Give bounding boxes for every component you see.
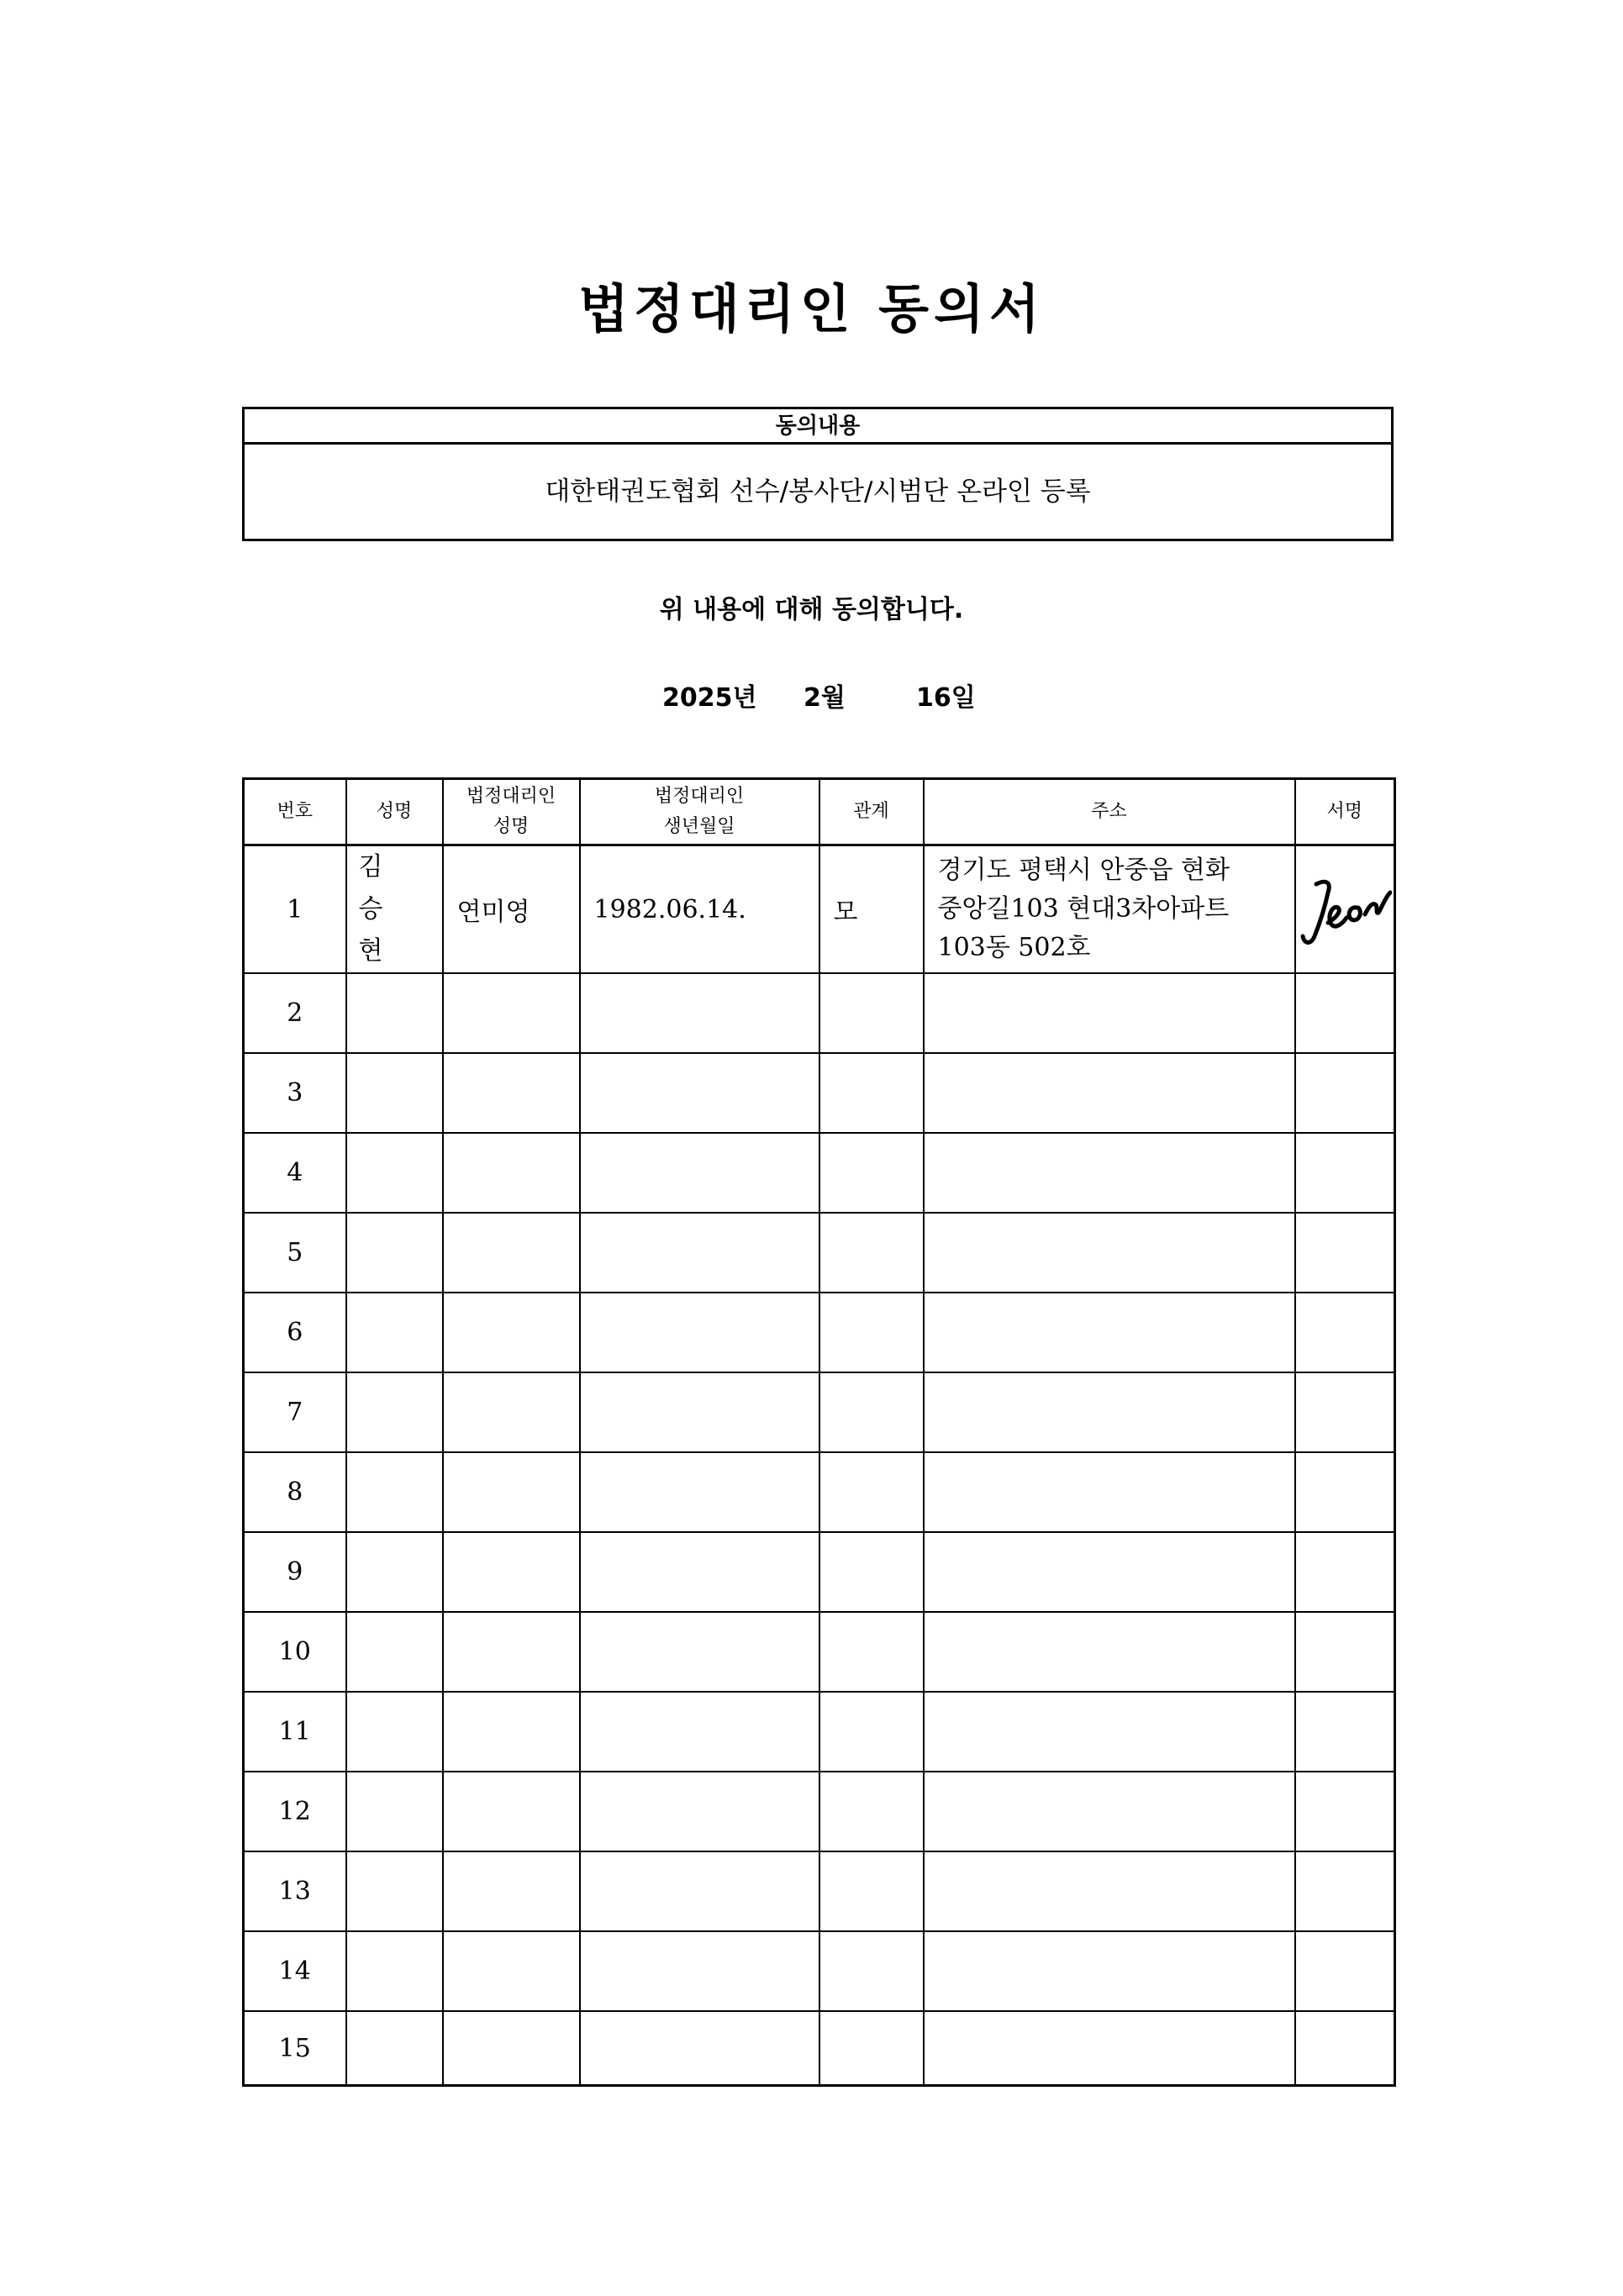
cell-address [924, 1213, 1295, 1293]
cell-rep-birth [580, 1293, 819, 1372]
cell-address [924, 1692, 1295, 1772]
cell-number: 8 [244, 1452, 346, 1532]
cell-signature [1295, 1532, 1395, 1612]
cell-relation [819, 1692, 924, 1772]
header-rep-birth-line2: 생년월일 [663, 816, 735, 837]
cell-rep-name [443, 1133, 580, 1213]
header-signature: 서명 [1295, 779, 1395, 845]
table-row [244, 973, 1395, 1053]
cell-signature [1295, 973, 1395, 1053]
document-title: 법정대리인 동의서 [578, 278, 1045, 340]
cell-name [346, 1851, 443, 1931]
cell-signature [1295, 1293, 1395, 1372]
cell-number: 2 [244, 973, 346, 1053]
table-row [244, 1772, 1395, 1851]
table-row [244, 2011, 1395, 2086]
cell-relation [819, 973, 924, 1053]
cell-address [924, 973, 1295, 1053]
cell-name: 김 승 현 [346, 845, 443, 974]
table-row [244, 1532, 1395, 1612]
date-year: 2025년 [662, 683, 757, 713]
cell-signature [1295, 1851, 1395, 1931]
cell-number: 11 [244, 1692, 346, 1772]
cell-rep-name [443, 1293, 580, 1372]
cell-address [924, 1772, 1295, 1851]
table-row [244, 1293, 1395, 1372]
cell-relation [819, 1452, 924, 1532]
date-day: 16일 [916, 683, 976, 713]
table-row [244, 1692, 1395, 1772]
cell-rep-name [443, 973, 580, 1053]
cell-rep-name: 연미영 [443, 845, 580, 974]
cell-name [346, 1053, 443, 1133]
cell-rep-name [443, 2011, 580, 2086]
cell-name [346, 1452, 443, 1532]
cell-rep-birth [580, 2011, 819, 2086]
cell-name [346, 1133, 443, 1213]
cell-relation [819, 1931, 924, 2011]
date-month: 2월 [804, 683, 846, 713]
cell-address [924, 1372, 1295, 1452]
cell-name [346, 1293, 443, 1372]
cell-signature [1295, 1612, 1395, 1692]
cell-signature [1295, 1133, 1395, 1213]
cell-signature [1295, 1692, 1395, 1772]
cell-rep-birth [580, 1133, 819, 1213]
cell-relation [819, 1133, 924, 1213]
table-header-row [244, 779, 1395, 845]
cell-rep-name [443, 1452, 580, 1532]
cell-relation [819, 1612, 924, 1692]
cell-number: 4 [244, 1133, 346, 1213]
cell-relation: 모 [819, 845, 924, 974]
header-name: 성명 [346, 779, 443, 845]
cell-rep-birth [580, 1612, 819, 1692]
cell-number: 1 [244, 845, 346, 974]
table-row [244, 1851, 1395, 1931]
header-rep-name-line1: 법정대리인 [466, 786, 556, 807]
cell-relation [819, 1372, 924, 1452]
cell-rep-birth [580, 1931, 819, 2011]
cell-rep-birth: 1982.06.14. [580, 845, 819, 974]
cell-address [924, 1532, 1295, 1612]
header-rep-name [443, 779, 580, 845]
cell-relation [819, 1053, 924, 1133]
cell-signature [1295, 1213, 1395, 1293]
cell-address [924, 1612, 1295, 1692]
cell-name [346, 1532, 443, 1612]
cell-name [346, 1931, 443, 2011]
header-number: 번호 [244, 779, 346, 845]
cell-rep-birth [580, 1772, 819, 1851]
cell-relation [819, 1851, 924, 1931]
cell-rep-birth [580, 1053, 819, 1133]
cell-rep-name [443, 1692, 580, 1772]
cell-rep-name [443, 1612, 580, 1692]
consent-header: 동의내용 [245, 409, 1391, 445]
cell-rep-birth [580, 1452, 819, 1532]
cell-rep-name [443, 1772, 580, 1851]
cell-signature [1295, 1452, 1395, 1532]
cell-name [346, 1772, 443, 1851]
cell-address [924, 2011, 1295, 2086]
header-rep-birth-line1: 법정대리인 [654, 786, 745, 807]
cell-rep-name [443, 1851, 580, 1931]
cell-signature [1295, 1372, 1395, 1452]
table-row [244, 1452, 1395, 1532]
cell-name [346, 1372, 443, 1452]
table-row [244, 1931, 1395, 2011]
cell-number: 9 [244, 1532, 346, 1612]
table-row [244, 1133, 1395, 1213]
address-line-1: 경기도 평택시 안중읍 현화 [937, 856, 1230, 885]
cell-number: 6 [244, 1293, 346, 1372]
cell-name [346, 1612, 443, 1692]
cell-number: 12 [244, 1772, 346, 1851]
cell-address [924, 1452, 1295, 1532]
cell-number: 14 [244, 1931, 346, 2011]
cell-relation [819, 1293, 924, 1372]
agree-statement: 위 내용에 대해 동의합니다. [659, 595, 964, 624]
cell-rep-name [443, 1532, 580, 1612]
cell-number: 13 [244, 1851, 346, 1931]
cell-signature [1295, 845, 1395, 974]
cell-name [346, 2011, 443, 2086]
cell-relation [819, 2011, 924, 2086]
cell-rep-birth [580, 1372, 819, 1452]
header-rep-name-line2: 성명 [493, 816, 530, 837]
cell-rep-name [443, 1931, 580, 2011]
cell-signature [1295, 2011, 1395, 2086]
cell-name [346, 1692, 443, 1772]
cell-rep-name [443, 1213, 580, 1293]
cell-rep-birth [580, 973, 819, 1053]
cell-name [346, 973, 443, 1053]
cell-rep-name [443, 1053, 580, 1133]
table-row [244, 1053, 1395, 1133]
cell-rep-birth [580, 1851, 819, 1931]
cell-signature [1295, 1931, 1395, 2011]
handwritten-signature [1298, 864, 1392, 955]
cell-relation [819, 1532, 924, 1612]
cell-rep-birth [580, 1532, 819, 1612]
table-row [244, 1612, 1395, 1692]
cell-rep-birth [580, 1213, 819, 1293]
cell-signature [1295, 1053, 1395, 1133]
cell-address [924, 845, 1295, 974]
roster-table [242, 777, 1396, 2087]
cell-number: 7 [244, 1372, 346, 1452]
cell-rep-name [443, 1372, 580, 1452]
cell-relation [819, 1213, 924, 1293]
cell-number: 3 [244, 1053, 346, 1133]
address-line-3: 103동 502호 [937, 933, 1091, 962]
table-row [244, 1213, 1395, 1293]
consent-box [242, 407, 1394, 541]
cell-address [924, 1931, 1295, 2011]
header-rep-birth [580, 779, 819, 845]
cell-rep-birth [580, 1692, 819, 1772]
cell-name [346, 1213, 443, 1293]
consent-body: 대한태권도협회 선수/봉사단/시범단 온라인 등록 [545, 477, 1091, 507]
cell-address [924, 1293, 1295, 1372]
address-line-2: 중앙길103 현대3차아파트 [937, 894, 1230, 924]
table-row [244, 845, 1395, 974]
cell-signature [1295, 1772, 1395, 1851]
cell-number: 10 [244, 1612, 346, 1692]
cell-number: 15 [244, 2011, 346, 2086]
cell-address [924, 1053, 1295, 1133]
cell-relation [819, 1772, 924, 1851]
cell-address [924, 1851, 1295, 1931]
table-row [244, 1372, 1395, 1452]
header-address: 주소 [924, 779, 1295, 845]
header-relation: 관계 [819, 779, 924, 845]
cell-address [924, 1133, 1295, 1213]
cell-number: 5 [244, 1213, 346, 1293]
